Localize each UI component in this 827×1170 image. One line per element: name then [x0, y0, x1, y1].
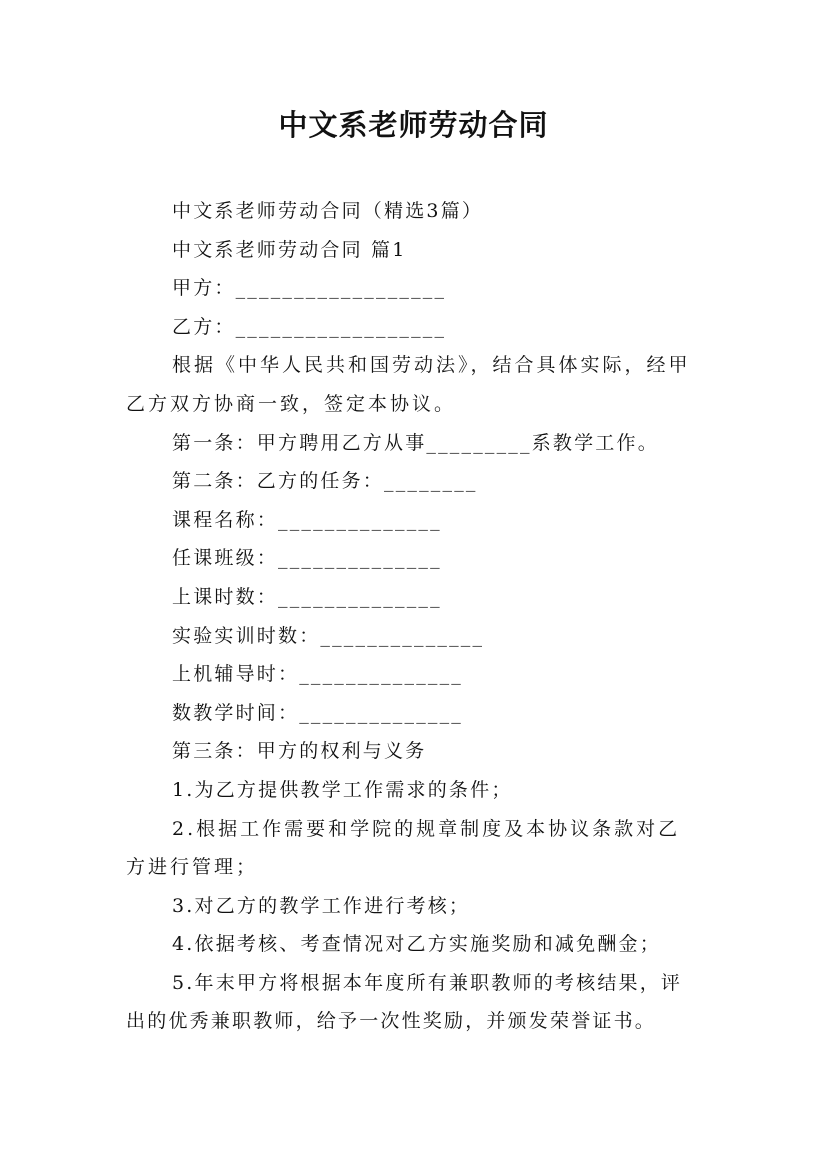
computer-tutoring-field: 上机辅导时：______________	[172, 663, 464, 686]
lab-hours-field: 实验实训时数：______________	[172, 624, 485, 647]
teaching-time-field: 数教学时间：______________	[172, 701, 464, 724]
class-field: 任课班级：______________	[172, 547, 442, 570]
course-name-field: 课程名称：______________	[172, 508, 442, 531]
clause-one: 第一条：甲方聘用乙方从事_________系教学工作。	[172, 431, 659, 454]
party-b-field: 乙方：__________________	[172, 315, 447, 338]
class-hours-field: 上课时数：______________	[172, 585, 442, 608]
list-item-4: 4.依据考核、考查情况对乙方实施奖励和减免酬金；	[172, 933, 661, 956]
document-title: 中文系老师劳动合同	[278, 108, 549, 142]
document-body	[126, 192, 702, 1041]
paragraph-section-heading: 中文系老师劳动合同 篇1	[172, 238, 407, 261]
list-item-3: 3.对乙方的教学工作进行考核；	[172, 894, 471, 917]
paragraph-preamble: 根据《中华人民共和国劳动法》，结合具体实际，经甲乙方双方协商一致，签定本协议。	[126, 354, 691, 415]
clause-two: 第二条：乙方的任务：________	[172, 470, 478, 493]
list-item-5: 5.年末甲方将根据本年度所有兼职教师的考核结果，评出的优秀兼职教师，给予一次性奖励，并颁发荣誉证书。	[126, 971, 683, 1033]
paragraph-subtitle: 中文系老师劳动合同（精选3篇）	[172, 200, 484, 222]
clause-three-heading: 第三条：甲方的权利与义务	[172, 740, 427, 763]
list-item-2: 2.根据工作需要和学院的规章制度及本协议条款对乙方进行管理；	[126, 817, 681, 879]
party-a-field: 甲方：__________________	[172, 277, 447, 300]
list-item-1: 1.为乙方提供教学工作需求的条件；	[172, 778, 513, 801]
